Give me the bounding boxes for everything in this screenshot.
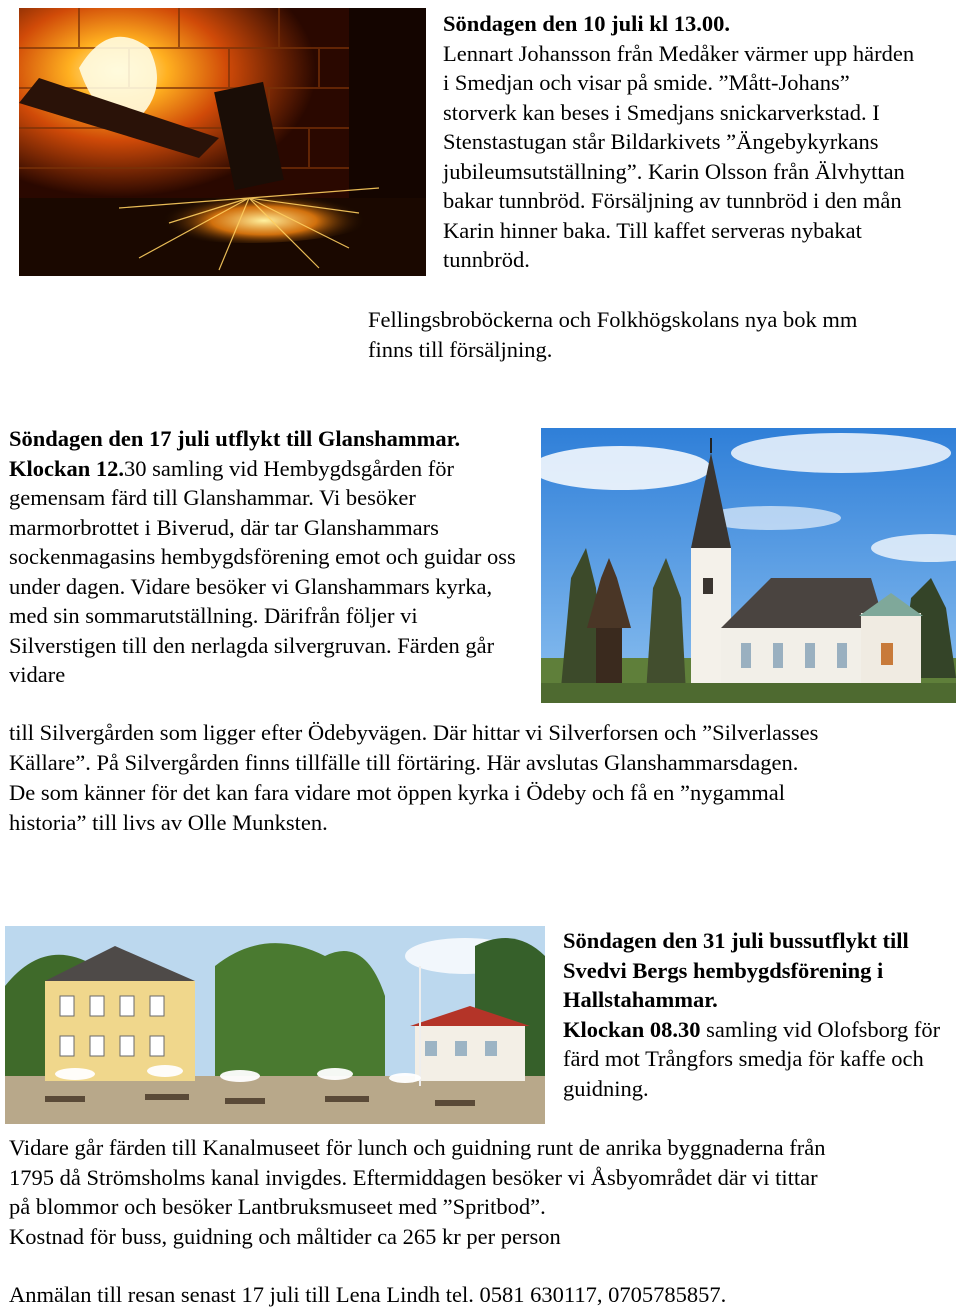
forge-photo <box>19 8 426 276</box>
section1-tail-line2: finns till försäljning. <box>368 337 553 362</box>
section2-line1: till Silvergården som ligger efter Ödebyvägen. Där hittar vi Silverforsen och ”Silverlasses <box>9 720 819 745</box>
section1-body: Lennart Johansson från Medåker värmer upp härden i Smedjan och visar på smide. ”Mått-Johans” storverk kan beses i Smedjans snickarverkstad. I Stenstastugan står Bildarkivets ”Ängebykyrkans jubileumsutställning”. Karin Olsson från Älvhyttan bakar tunnbröd. Försäljning av tunnbröd i den mån Karin hinner baka. Till kaffet serveras nybakat tunnbröd. <box>443 40 915 272</box>
section3-line3: på blommor och besöker Lantbruksmuseet med ”Spritbod”. <box>9 1194 546 1219</box>
registration-footer: Anmälan till resan senast 17 juli till Lena Lindh tel. 0581 630117, 0705785857. <box>9 1282 727 1307</box>
section3-time: Klockan 08.30 <box>563 1016 701 1042</box>
section3-text <box>563 926 953 1103</box>
section3-line4: Kostnad för buss, guidning och måltider ca 265 kr per person <box>9 1224 561 1249</box>
section3-line1: Vidare går färden till Kanalmuseet för lunch och guidning runt de anrika byggnaderna från <box>9 1135 826 1160</box>
section2-heading: Söndagen den 17 juli utflykt till Glanshammar. <box>9 426 461 451</box>
section1-tail-line1: Fellingsbroböckerna och Folkhögskolans nya bok mm <box>368 307 858 332</box>
estate-photo <box>5 926 545 1124</box>
section1-heading: Söndagen den 10 juli kl 13.00. <box>443 11 730 36</box>
section3-line2: 1795 då Strömsholms kanal invigdes. Eftermiddagen besöker vi Åsbyområdet där vi tittar <box>9 1165 818 1190</box>
section3-heading: Söndagen den 31 juli bussutflykt till Svedvi Bergs hembygdsförening i Hallstahammar. <box>563 928 909 1012</box>
section3-body: samling vid Olofsborg för färd mot Trångfors smedja för kaffe och guidning. <box>563 1016 941 1101</box>
section2-line4: historia” till livs av Olle Munksten. <box>9 810 328 835</box>
section2-line3: De som känner för det kan fara vidare mot öppen kyrka i Ödeby och få en ”nygammal <box>9 780 785 805</box>
church-photo <box>541 428 956 703</box>
section2-time: Klockan 12. <box>9 455 125 481</box>
section1-text <box>443 9 923 275</box>
section2-line2: Källare”. På Silvergården finns tillfälle till förtäring. Här avslutas Glanshammarsdagen. <box>9 750 799 775</box>
section2-body: 30 samling vid Hembygdsgården för gemensam färd till Glanshammar. Vi besöker marmorbrottet i Biverud, där tar Glanshammars sockenmagasins hembygdsförening emot och guidar oss under dagen. Vidare besöker vi Glanshammars kyrka, med sin sommarutställning. Därifrån följer vi Silverstigen till den nerlagda silvergruvan. Färden går vidare <box>9 455 516 687</box>
section2-text <box>9 424 529 690</box>
